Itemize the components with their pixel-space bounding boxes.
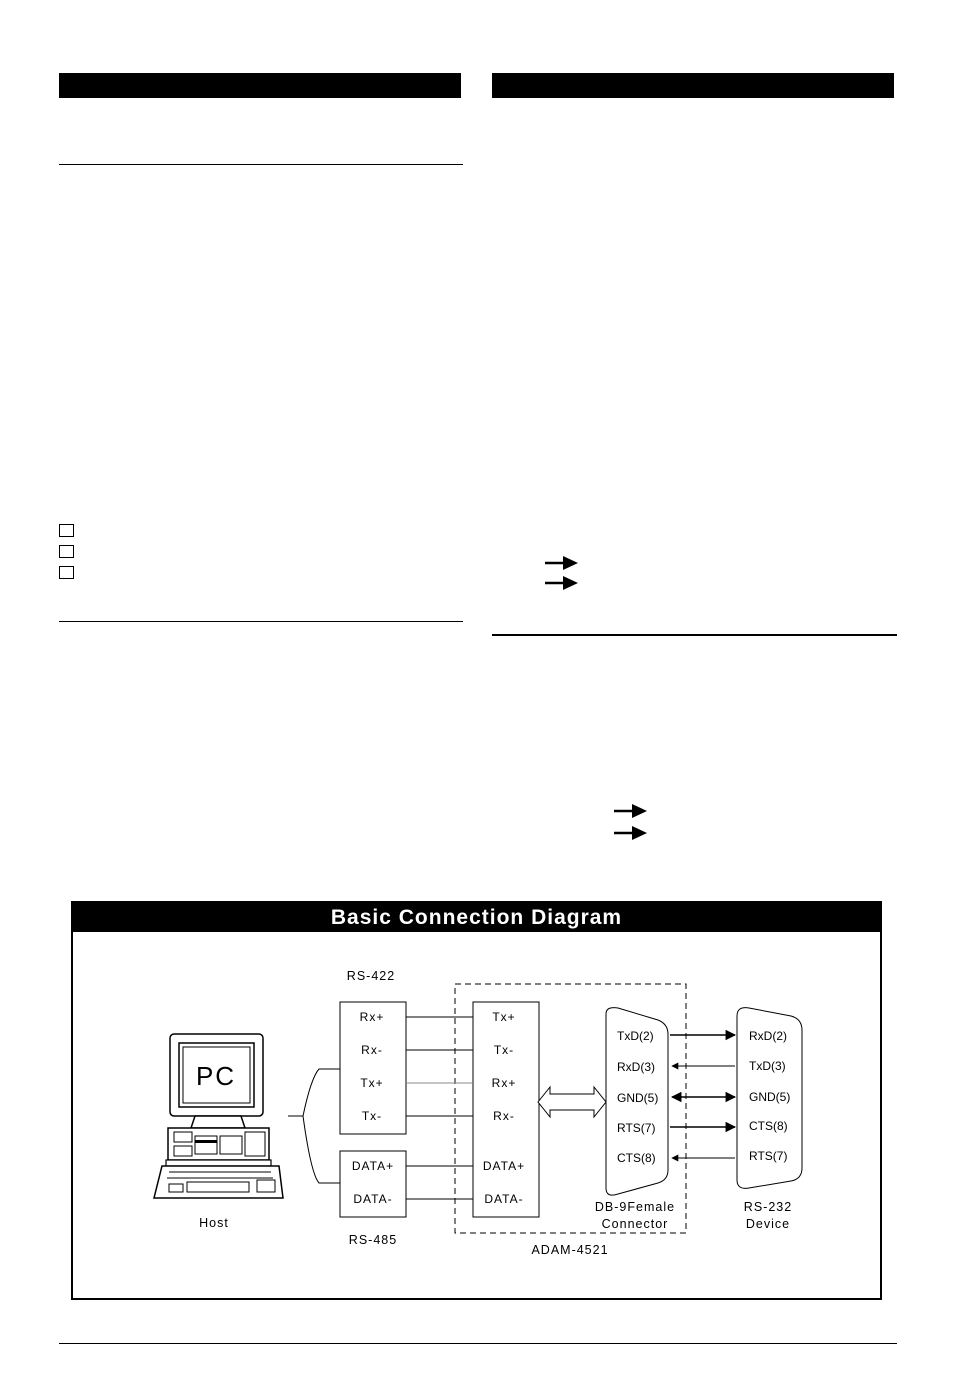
rs422-pin-tx-minus: Tx- xyxy=(361,1109,383,1123)
right-section-rule xyxy=(492,634,897,636)
left-column-header-bar xyxy=(59,73,461,98)
device-pin-rts: RTS(7) xyxy=(749,1149,788,1163)
diagram-title: Basic Connection Diagram xyxy=(73,903,880,932)
rs485-branch-line xyxy=(303,1116,340,1183)
bidirectional-hollow-arrow-icon xyxy=(538,1087,606,1117)
pc-computer-icon xyxy=(154,1034,283,1198)
host-caption: Host xyxy=(199,1216,229,1230)
db9-pin-rts: RTS(7) xyxy=(617,1121,656,1135)
checkbox-1[interactable] xyxy=(59,524,74,537)
device-pin-gnd: GND(5) xyxy=(749,1090,791,1104)
adam-pin-rx-minus: Rx- xyxy=(493,1109,515,1123)
db9-pin-txd: TxD(2) xyxy=(617,1029,654,1043)
device-pin-txd: TxD(3) xyxy=(749,1059,786,1073)
db9-pin-rxd: RxD(3) xyxy=(617,1060,655,1074)
rs232-signal-arrows xyxy=(670,1035,735,1158)
adam-pin-data-plus: DATA+ xyxy=(482,1159,526,1173)
rs485-pin-data-plus: DATA+ xyxy=(351,1159,395,1173)
rs422-branch-line xyxy=(303,1069,340,1116)
rs485-pin-data-minus: DATA- xyxy=(353,1192,393,1206)
pc-screen-label: PC xyxy=(195,1061,237,1091)
adam-pin-rx-plus: Rx+ xyxy=(491,1076,517,1090)
connection-diagram xyxy=(71,901,882,1300)
adam-pin-tx-minus: Tx- xyxy=(493,1043,515,1057)
right-arrow-icon xyxy=(545,555,579,571)
page-footer-rule xyxy=(59,1343,897,1344)
rs422-label: RS-422 xyxy=(346,969,396,983)
diagram-canvas xyxy=(73,932,880,1298)
adam-pin-data-minus: DATA- xyxy=(484,1192,524,1206)
device-caption-line1: RS-232 xyxy=(743,1200,793,1214)
right-column-header-bar xyxy=(492,73,894,98)
db9-caption-line1: DB-9Female xyxy=(594,1200,676,1214)
db9-caption-line2: Connector xyxy=(601,1217,669,1231)
adam-4521-label: ADAM-4521 xyxy=(531,1243,609,1257)
right-arrow-icon xyxy=(614,825,648,841)
adam-pin-tx-plus: Tx+ xyxy=(492,1010,516,1024)
rs422-rs485-wires xyxy=(406,1017,473,1199)
right-arrow-icon xyxy=(545,575,579,591)
right-arrow-icon xyxy=(614,803,648,819)
db9-pin-cts: CTS(8) xyxy=(617,1151,656,1165)
checkbox-3[interactable] xyxy=(59,566,74,579)
device-caption-line2: Device xyxy=(745,1217,791,1231)
checkbox-2[interactable] xyxy=(59,545,74,558)
rs422-pin-rx-minus: Rx- xyxy=(361,1043,383,1057)
db9-pin-gnd: GND(5) xyxy=(617,1091,659,1105)
left-section-rule-2 xyxy=(59,621,463,622)
rs422-pin-tx-plus: Tx+ xyxy=(360,1076,384,1090)
device-pin-rxd: RxD(2) xyxy=(749,1029,787,1043)
rs485-label: RS-485 xyxy=(348,1233,398,1247)
device-pin-cts: CTS(8) xyxy=(749,1119,788,1133)
left-section-rule-1 xyxy=(59,164,463,165)
rs422-pin-rx-plus: Rx+ xyxy=(359,1010,385,1024)
